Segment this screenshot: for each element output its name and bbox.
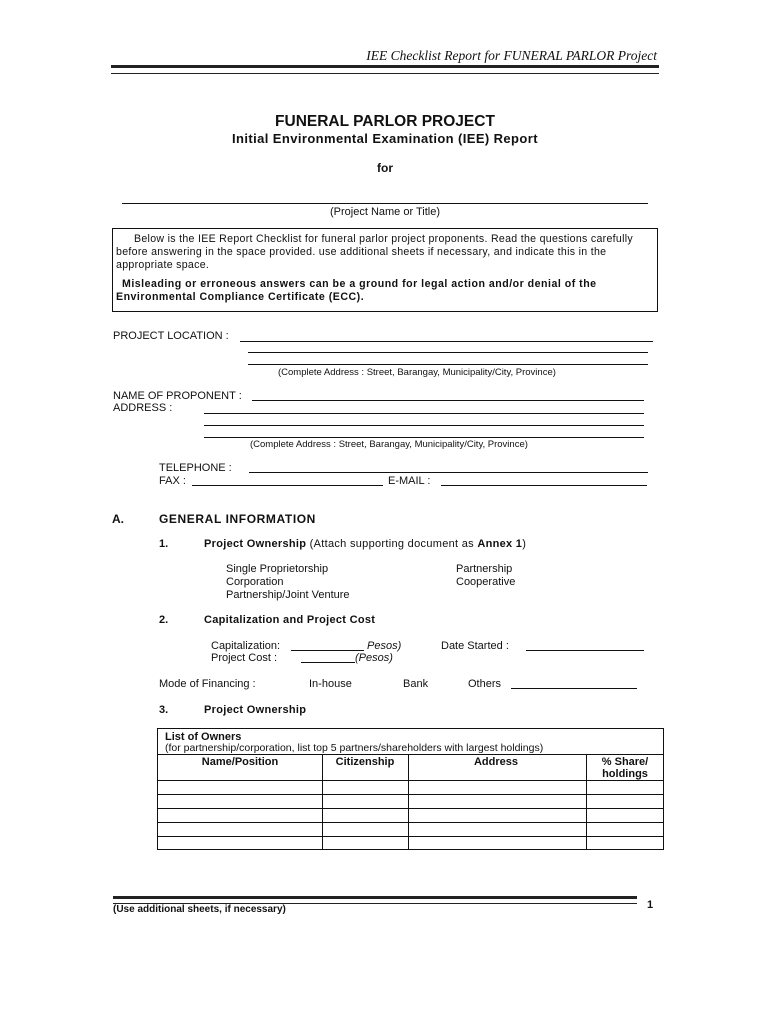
col-citizenship: Citizenship <box>335 756 395 768</box>
project-name-line[interactable] <box>122 203 648 204</box>
annex-label: Annex 1 <box>477 538 523 550</box>
option-partnership[interactable]: Partnership <box>456 563 513 575</box>
fax-label: FAX : <box>159 475 186 487</box>
page-number: 1 <box>647 899 654 911</box>
table-row[interactable] <box>158 794 663 795</box>
project-location-caption: (Complete Address : Street, Barangay, Municipality/City, Province) <box>278 367 556 378</box>
date-started-label: Date Started : <box>441 640 509 652</box>
document-subtitle: Initial Environmental Examination (IEE) Report <box>232 131 538 146</box>
owners-table <box>157 728 664 850</box>
proponent-name-label: NAME OF PROPONENT : <box>113 390 242 402</box>
project-cost-label: Project Cost : <box>211 652 278 664</box>
for-label: for <box>377 161 393 175</box>
col-divider-1 <box>322 754 323 849</box>
col-name-position: Name/Position <box>201 756 279 768</box>
financing-option-inhouse[interactable]: In-house <box>309 678 352 690</box>
others-line[interactable] <box>511 688 637 689</box>
option-corporation[interactable]: Corporation <box>226 576 284 588</box>
item-1-note-close: ) <box>522 538 527 550</box>
pesos-label-2: (Pesos) <box>355 652 393 664</box>
project-location-line-1[interactable] <box>240 341 653 342</box>
table-row[interactable] <box>158 808 663 809</box>
address-line-1[interactable] <box>204 413 644 414</box>
ownership-options-right <box>456 563 515 589</box>
telephone-line[interactable] <box>249 472 648 473</box>
owners-table-subheading: (for partnership/corporation, list top 5 partners/shareholders with largest holdings) <box>165 742 544 754</box>
instructions-box <box>112 228 658 312</box>
project-location-line-3[interactable] <box>248 364 648 365</box>
capitalization-label: Capitalization: <box>211 640 281 652</box>
footer-note: (Use additional sheets, if necessary) <box>113 904 286 915</box>
capitalization-line[interactable] <box>291 650 364 651</box>
option-partnership-joint-venture[interactable]: Partnership/Joint Venture <box>226 589 350 601</box>
table-row[interactable] <box>158 836 663 837</box>
project-name-caption: (Project Name or Title) <box>329 206 441 218</box>
item-1-title: Project Ownership <box>204 538 307 550</box>
address-line-2[interactable] <box>204 425 644 426</box>
ownership-options-left <box>226 563 350 602</box>
item-1-number: 1. <box>159 538 169 550</box>
item-1-note: (Attach supporting document as <box>309 538 474 550</box>
date-started-line[interactable] <box>526 650 644 651</box>
pesos-label-1: Pesos) <box>367 640 402 652</box>
financing-option-others[interactable]: Others <box>468 678 502 690</box>
owners-table-heading: List of Owners <box>165 731 242 743</box>
footer-rule <box>113 896 637 904</box>
section-a-title: GENERAL INFORMATION <box>159 512 316 526</box>
instructions-text: Below is the IEE Report Checklist for funeral parlor project proponents. Read the questions carefully before answering in the space provided. use additional sheets if necessary, and indicate this in the appropriate space. <box>116 233 634 271</box>
email-line[interactable] <box>441 485 647 486</box>
item-3-number: 3. <box>159 704 169 716</box>
table-row[interactable] <box>158 780 663 781</box>
option-cooperative[interactable]: Cooperative <box>456 576 516 588</box>
email-label: E-MAIL : <box>388 475 431 487</box>
project-cost-line[interactable] <box>301 662 355 663</box>
item-1-heading <box>204 538 526 550</box>
address-line-3[interactable] <box>204 437 644 438</box>
fax-line[interactable] <box>192 485 383 486</box>
section-a-letter: A. <box>112 512 124 526</box>
header-rule <box>111 65 659 74</box>
col-share-holdings: % Share/ holdings <box>601 756 649 780</box>
document-title: FUNERAL PARLOR PROJECT <box>275 113 495 130</box>
col-address: Address <box>473 756 519 768</box>
col-divider-2 <box>408 754 409 849</box>
table-header-rule <box>158 754 663 755</box>
table-row[interactable] <box>158 822 663 823</box>
proponent-name-line[interactable] <box>252 400 644 401</box>
financing-option-bank[interactable]: Bank <box>403 678 429 690</box>
telephone-label: TELEPHONE : <box>159 462 232 474</box>
item-3-title: Project Ownership <box>204 704 307 716</box>
project-location-label: PROJECT LOCATION : <box>113 330 229 342</box>
warning-text: Misleading or erroneous answers can be a ground for legal action and/or denial of the Environmental Compliance Certificate (ECC). <box>116 278 597 303</box>
address-label: ADDRESS : <box>113 402 173 414</box>
project-location-line-2[interactable] <box>248 352 648 353</box>
address-caption: (Complete Address : Street, Barangay, Municipality/City, Province) <box>250 439 528 450</box>
item-2-number: 2. <box>159 614 169 626</box>
financing-label: Mode of Financing : <box>159 678 256 690</box>
option-single-proprietorship[interactable]: Single Proprietorship <box>226 563 329 575</box>
col-divider-3 <box>586 754 587 849</box>
item-2-title: Capitalization and Project Cost <box>204 614 376 626</box>
running-header: IEE Checklist Report for FUNERAL PARLOR Project <box>366 48 657 63</box>
